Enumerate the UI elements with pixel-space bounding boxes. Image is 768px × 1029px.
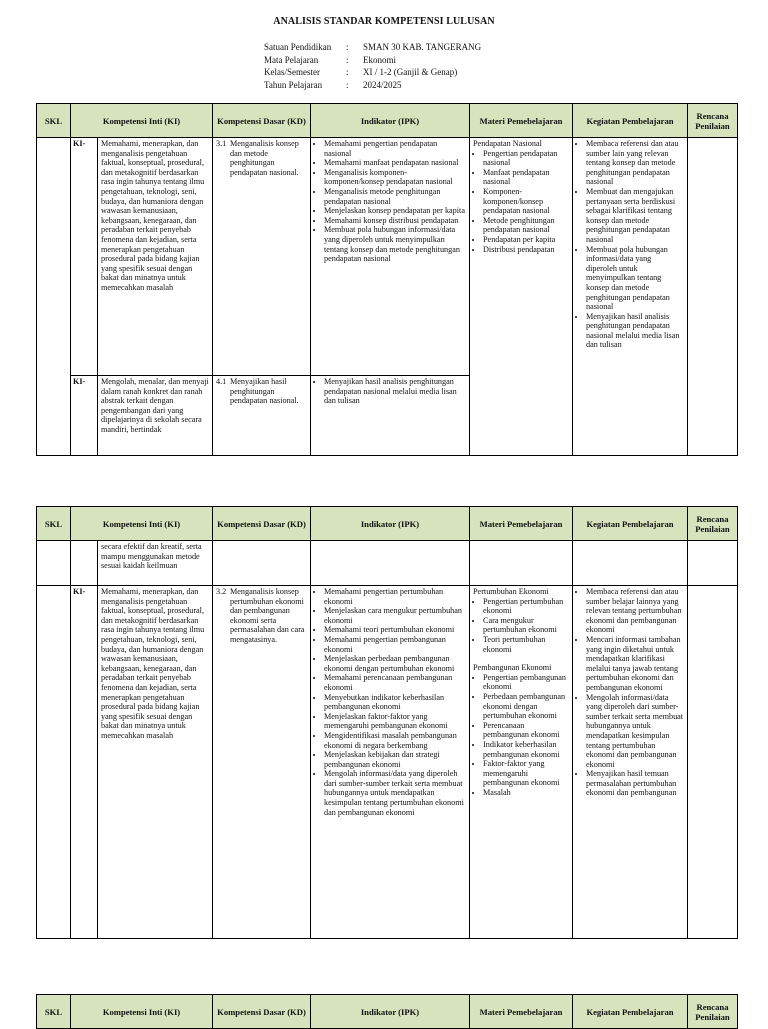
info-value: SMAN 30 KAB. TANGERANG bbox=[363, 42, 482, 52]
kd-text: Menyajikan hasil penghitungan pendapatan nasional. bbox=[230, 377, 299, 406]
header-ki: Kompetensi Inti (KI) bbox=[71, 995, 213, 1029]
list-item: • Mengidentifikasi masalah pembangunan ekonomi di negara berkembang bbox=[324, 731, 466, 750]
materi-cell bbox=[470, 586, 573, 939]
table-row bbox=[37, 586, 738, 939]
list-item: • Mencari informasi tambahan yang ingin diketahui untuk mendapatkan klarifikasi melalui tanya jawab tentang pertumbuhan ekonomi dan pembangunan ekonomi bbox=[586, 635, 684, 693]
list-item: • Pengertian pertumbuhan ekonomi bbox=[483, 597, 569, 616]
materi-list bbox=[473, 149, 569, 255]
ki-code bbox=[71, 541, 98, 586]
rencana-cell bbox=[688, 586, 738, 939]
header-materi: Materi Pemebelajaran bbox=[470, 104, 573, 138]
info-colon: : bbox=[346, 54, 349, 65]
header-kegiatan: Kegiatan Pembelajaran bbox=[573, 507, 688, 541]
table-header-row bbox=[37, 995, 738, 1029]
materi-title: Pertumbuhan Ekonomi bbox=[473, 587, 549, 596]
list-item: • Memahami manfaat pendapatan nasional bbox=[324, 158, 466, 168]
list-item: • Menjelaskan kebijakan dan strategi pembangunan ekonomi bbox=[324, 750, 466, 769]
list-item: • Perbedaan pembangunan ekonomi dengan pertumbuhan ekonomi bbox=[483, 692, 569, 721]
info-label: Tahun Pelajaran bbox=[264, 79, 323, 90]
materi-list bbox=[473, 673, 569, 798]
list-item: • Memahami teori pertumbuhan ekonomi bbox=[324, 625, 466, 635]
list-item: • Mengolah informasi/data yang diperoleh dari sumber-sumber terkait serta membuat hubungannya untuk mendapatkan kesimpulan tentang pertumbuhan ekonomi dan pembangunan ekonomi bbox=[324, 769, 466, 817]
ipk-cell bbox=[311, 376, 470, 456]
list-item: • Menyajikan hasil analisis penghitungan pendapatan nasional melalui media lisan dan tulisan bbox=[586, 312, 684, 350]
header-ki: Kompetensi Inti (KI) bbox=[71, 104, 213, 138]
list-item: • Membuat pola hubungan informasi/data yang diperoleh untuk menyimpulkan tentang konsep dan metode penghitungan pendapatan nasional bbox=[586, 245, 684, 312]
ki-code: KI- bbox=[71, 376, 98, 456]
kegiatan-list bbox=[576, 587, 684, 798]
info-value: XI / 1-2 (Ganjil & Genap) bbox=[363, 67, 458, 77]
list-item: • Memahami pengertian pertumbuhan ekonomi bbox=[324, 587, 466, 606]
list-item: • Menganalisis metode penghitungan pendapatan nasional bbox=[324, 187, 466, 206]
ki-code: KI- bbox=[71, 586, 98, 939]
info-label: Kelas/Semester bbox=[264, 67, 320, 77]
list-item: • Masalah bbox=[483, 788, 569, 798]
materi-list bbox=[473, 597, 569, 655]
kd-cell bbox=[213, 138, 311, 376]
list-item: • Menjelaskan perbedaan pembangunan ekonomi dengan pertumbuhan ekonomi bbox=[324, 654, 466, 673]
info-label: Mata Pelajaran bbox=[264, 54, 319, 65]
kegiatan-list bbox=[576, 139, 684, 350]
header-kegiatan: Kegiatan Pembelajaran bbox=[573, 104, 688, 138]
rencana-cell bbox=[688, 138, 738, 456]
kd-text: Menganalisis konsep pertumbuhan ekonomi dan pembangunan ekonomi serta permasalahan dan cara mengatasinya. bbox=[230, 587, 305, 644]
document-title: ANALISIS STANDAR KOMPETENSI LULUSAN bbox=[273, 16, 495, 27]
info-colon: : bbox=[346, 67, 349, 77]
list-item: • Metode penghitungan pendapatan nasional bbox=[483, 216, 569, 235]
info-row bbox=[264, 66, 481, 79]
ki-text: Mengolah, menalar, dan menyaji dalam ranah konkret dan ranah abstrak terkait dengan pengembangan dari yang dipelajarinya di sekolah secara mandiri, bertindak bbox=[98, 376, 213, 456]
list-item: • Menganalisis komponen-komponen/konsep pendapatan nasional bbox=[324, 168, 466, 187]
skl-cell bbox=[37, 586, 71, 939]
info-colon: : bbox=[346, 42, 349, 52]
list-item: • Faktor-faktor yang memengaruhi pembangunan ekonomi bbox=[483, 759, 569, 788]
list-item: • Menjelaskan cara mengukur pertumbuhan ekonomi bbox=[324, 606, 466, 625]
document-info bbox=[264, 41, 481, 91]
kd-cell bbox=[213, 541, 311, 586]
skl-cell bbox=[37, 541, 71, 586]
list-item: • Teori pertumbuhan ekonomi bbox=[483, 635, 569, 654]
table-row bbox=[37, 138, 738, 376]
info-value: Ekonomi bbox=[363, 54, 396, 65]
info-row bbox=[264, 54, 481, 67]
list-item: • Menyajikan hasil temuan permasalahan pertumbuhan ekonomi dan pembangunan bbox=[586, 769, 684, 798]
kegiatan-cell bbox=[573, 586, 688, 939]
materi-cell bbox=[470, 541, 573, 586]
info-row bbox=[264, 79, 481, 92]
rencana-cell bbox=[688, 541, 738, 586]
kd-cell bbox=[213, 586, 311, 939]
list-item: • Menjelaskan konsep pendapatan per kapita bbox=[324, 206, 466, 216]
info-colon: : bbox=[346, 79, 349, 90]
ipk-list bbox=[314, 377, 466, 406]
ki-text: Memahami, menerapkan, dan menganalisis pengetahuan faktual, konseptual, prosedural, dan metakognitif berdasarkan rasa ingin tahunya tentang ilmu pengetahuan, teknologi, seni, budaya, dan humaniora dengan wawasan kemanusiaan, kebangsaan, kenegaraan, dan peradaban terkait penyebab fenomena dan kejadian, serta menerapkan pengetahuan prosedural pada bidang kajian yang spesifik sesuai dengan bakat dan minatnya untuk memecahkan masalah bbox=[98, 138, 213, 376]
list-item: • Komponen-komponen/konsep pendapatan nasional bbox=[483, 187, 569, 216]
list-item: • Menyajikan hasil analisis penghitungan pendapatan nasional melalui media lisan dan tulisan bbox=[324, 377, 466, 406]
header-kegiatan: Kegiatan Pembelajaran bbox=[573, 995, 688, 1029]
kd-number: 3.2 bbox=[216, 587, 227, 596]
header-rencana: Rencana Penilaian bbox=[688, 507, 738, 541]
header-ipk: Indikator (IPK) bbox=[311, 995, 470, 1029]
list-item: • Indikator keberhasilan pembangunan ekonomi bbox=[483, 740, 569, 759]
list-item: • Memahami pengertian pembangunan ekonomi bbox=[324, 635, 466, 654]
kd-number: 3.1 bbox=[216, 139, 227, 148]
list-item: • Perencanaan pembangunan ekonomi bbox=[483, 721, 569, 740]
info-row bbox=[264, 41, 481, 54]
ki-text: secara efektif dan kreatif, serta mampu menggunakan metode sesuai kaidah keilmuan bbox=[98, 541, 213, 586]
header-skl: SKL bbox=[37, 104, 71, 138]
list-item: • Memahami perencanaan pembangunan ekonomi bbox=[324, 673, 466, 692]
list-item: • Pengertian pembangunan ekonomi bbox=[483, 673, 569, 692]
list-item: • Menjelaskan faktor-faktor yang memengaruhi pembangunan ekonomi bbox=[324, 712, 466, 731]
kegiatan-cell bbox=[573, 138, 688, 456]
list-item: • Pengertian pendapatan nasional bbox=[483, 149, 569, 168]
ipk-list bbox=[314, 587, 466, 817]
ki-code: KI- bbox=[71, 138, 98, 376]
header-kd: Kompetensi Dasar (KD) bbox=[213, 995, 311, 1029]
list-item: • Memahami konsep distribusi pendapatan bbox=[324, 216, 466, 226]
header-materi: Materi Pemebelajaran bbox=[470, 995, 573, 1029]
ipk-list bbox=[314, 139, 466, 264]
materi-title: Pembangunan Ekonomi bbox=[473, 663, 552, 673]
list-item: • Membuat pola hubungan informasi/data yang diperoleh untuk menyimpulkan tentang konsep dan metode penghitungan pendapatan nasional bbox=[324, 225, 466, 263]
header-skl: SKL bbox=[37, 507, 71, 541]
list-item: • Manfaat pendapatan nasional bbox=[483, 168, 569, 187]
info-label: Satuan Pendidikan bbox=[264, 42, 332, 52]
materi-title: Pendapatan Nasional bbox=[473, 139, 542, 148]
table-row bbox=[37, 541, 738, 586]
list-item: • Distribusi pendapatan bbox=[483, 245, 569, 255]
ipk-cell bbox=[311, 138, 470, 376]
kd-text: Menganalisis konsep dan metode penghitungan pendapatan nasional. bbox=[230, 139, 299, 177]
header-kd: Kompetensi Dasar (KD) bbox=[213, 507, 311, 541]
list-item: • Mengolah informasi/data yang diperoleh dari sumber-sumber terkait serta membuat hubungannya untuk mendapatkan kesimpulan tentang pertumbuhan ekonomi dan pembangunan ekonomi bbox=[586, 693, 684, 770]
skl-table-2 bbox=[36, 506, 738, 939]
spacer bbox=[473, 654, 569, 663]
ipk-cell bbox=[311, 541, 470, 586]
table-header-row bbox=[37, 104, 738, 138]
kd-cell bbox=[213, 376, 311, 456]
header-ipk: Indikator (IPK) bbox=[311, 104, 470, 138]
list-item: • Cara mengukur pertumbuhan ekonomi bbox=[483, 616, 569, 635]
kegiatan-cell bbox=[573, 541, 688, 586]
header-ki: Kompetensi Inti (KI) bbox=[71, 507, 213, 541]
kd-number: 4.1 bbox=[216, 377, 227, 386]
list-item: • Menyebutkan indikator keberhasilan pembangunan ekonomi bbox=[324, 693, 466, 712]
list-item: • Memahami pengertian pendapatan nasional bbox=[324, 139, 466, 158]
info-value: 2024/2025 bbox=[363, 79, 402, 90]
skl-cell bbox=[37, 138, 71, 456]
header-ipk: Indikator (IPK) bbox=[311, 507, 470, 541]
list-item: • Membaca referensi dan atau sumber belajar lainnya yang relevan tentang pertumbuhan ekonomi dan pembangunan ekonomi bbox=[586, 587, 684, 635]
list-item: • Membaca referensi dan atau sumber lain yang relevan tentang konsep dan metode penghitungan pendapatan nasional bbox=[586, 139, 684, 187]
materi-cell bbox=[470, 138, 573, 456]
header-rencana: Rencana Penilaian bbox=[688, 104, 738, 138]
header-kd: Kompetensi Dasar (KD) bbox=[213, 104, 311, 138]
header-skl: SKL bbox=[37, 995, 71, 1029]
table-header-row bbox=[37, 507, 738, 541]
header-rencana: Rencana Penilaian bbox=[688, 995, 738, 1029]
list-item: • Membuat dan mengajukan pertanyaan serta berdiskusi sebagai klarifikasi tentang konsep dan metode penghitungan pendapatan nasional bbox=[586, 187, 684, 245]
skl-table-1 bbox=[36, 103, 738, 456]
list-item: • Pendapatan per kapita bbox=[483, 235, 569, 245]
ki-text: Memahami, menerapkan, dan menganalisis pengetahuan faktual, konseptual, prosedural, dan metakognitif berdasarkan rasa ingin tahunya tentang ilmu pengetahuan, teknologi, seni, budaya, dan humaniora dengan wawasan kemanusiaan, kebangsaan, kenegaraan, dan peradaban terkait penyebab fenomena dan kejadian, serta menerapkan pengetahuan prosedural pada bidang kajian yang spesifik sesuai dengan bakat dan minatnya untuk memecahkan masalah bbox=[98, 586, 213, 939]
ipk-cell bbox=[311, 586, 470, 939]
header-materi: Materi Pemebelajaran bbox=[470, 507, 573, 541]
